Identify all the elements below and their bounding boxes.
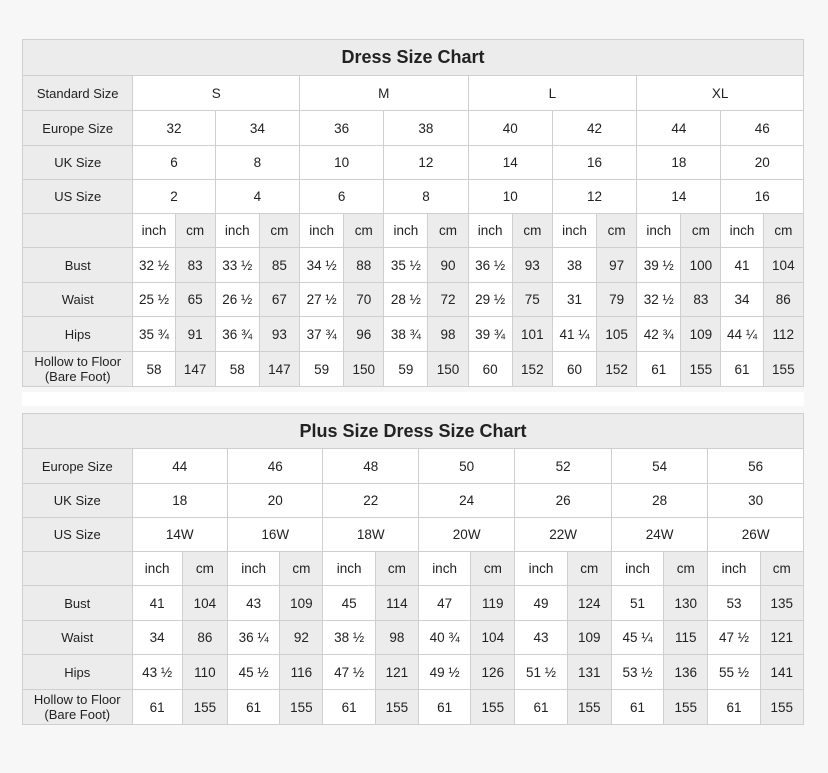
hips-inch-cell: 39 ¾ — [468, 317, 512, 352]
unit-inch: inch — [468, 214, 512, 248]
hollow-cm-cell: 155 — [760, 690, 803, 725]
unit-cm: cm — [763, 214, 803, 248]
waist-cm-cell: 98 — [375, 621, 418, 655]
bust-inch-cell: 39 ½ — [637, 248, 681, 283]
hips-inch-cell: 37 ¾ — [300, 317, 344, 352]
europe-size-cell: 46 — [228, 449, 323, 484]
waist-row — [23, 621, 804, 655]
us-size-cell: 20W — [418, 518, 514, 552]
hollow-cm-cell: 155 — [280, 690, 323, 725]
chart-title-row — [23, 40, 804, 76]
waist-inch-cell: 38 ½ — [323, 621, 375, 655]
unit-inch: inch — [418, 552, 470, 586]
bust-inch-cell: 33 ½ — [215, 248, 259, 283]
row-label — [23, 352, 133, 387]
standard-size-cell: M — [300, 76, 469, 111]
row-label: UK Size — [23, 146, 133, 180]
hips-cm-cell: 112 — [763, 317, 803, 352]
hips-cm-cell: 116 — [280, 655, 323, 690]
us-size-cell: 16W — [228, 518, 323, 552]
waist-inch-cell: 43 — [515, 621, 567, 655]
chart-title-row — [23, 414, 804, 449]
waist-cm-cell: 79 — [597, 283, 637, 317]
us-size-cell: 14 — [637, 180, 721, 214]
hollow-inch-cell: 59 — [300, 352, 344, 387]
europe-size-cell: 38 — [384, 111, 468, 146]
row-label-empty — [23, 552, 133, 586]
chart-divider — [22, 392, 804, 406]
us-size-cell: 12 — [552, 180, 636, 214]
waist-row — [23, 283, 804, 317]
waist-inch-cell: 29 ½ — [468, 283, 512, 317]
waist-cm-cell: 75 — [512, 283, 552, 317]
waist-cm-cell: 92 — [280, 621, 323, 655]
hollow-inch-cell: 61 — [132, 690, 182, 725]
bust-cm-cell: 100 — [681, 248, 721, 283]
waist-cm-cell: 121 — [760, 621, 803, 655]
uk-size-cell: 28 — [611, 484, 707, 518]
us-size-cell: 6 — [300, 180, 384, 214]
europe-size-cell: 56 — [708, 449, 804, 484]
unit-inch: inch — [552, 214, 596, 248]
waist-cm-cell: 83 — [681, 283, 721, 317]
hollow-label-line2: (Bare Foot) — [44, 707, 111, 722]
hips-cm-cell: 91 — [175, 317, 215, 352]
us-size-cell: 2 — [133, 180, 215, 214]
hollow-inch-cell: 60 — [468, 352, 512, 387]
bust-inch-cell: 35 ½ — [384, 248, 428, 283]
unit-cm: cm — [375, 552, 418, 586]
bust-cm-cell: 119 — [471, 586, 515, 621]
unit-inch: inch — [215, 214, 259, 248]
hips-cm-cell: 110 — [182, 655, 227, 690]
hollow-cm-cell: 150 — [344, 352, 384, 387]
bust-inch-cell: 53 — [708, 586, 760, 621]
hollow-to-floor-row — [23, 690, 804, 725]
us-size-cell: 14W — [132, 518, 227, 552]
hips-inch-cell: 36 ¾ — [215, 317, 259, 352]
hips-inch-cell: 55 ½ — [708, 655, 760, 690]
waist-inch-cell: 40 ¾ — [418, 621, 470, 655]
uk-size-cell: 16 — [552, 146, 636, 180]
uk-size-cell: 30 — [708, 484, 804, 518]
bust-inch-cell: 41 — [721, 248, 763, 283]
standard-size-cell: XL — [637, 76, 804, 111]
us-size-cell: 4 — [215, 180, 299, 214]
hips-cm-cell: 98 — [428, 317, 468, 352]
unit-inch: inch — [132, 552, 182, 586]
hollow-inch-cell: 61 — [228, 690, 280, 725]
uk-size-cell: 22 — [323, 484, 418, 518]
waist-inch-cell: 34 — [721, 283, 763, 317]
hollow-cm-cell: 147 — [259, 352, 299, 387]
hollow-inch-cell: 61 — [708, 690, 760, 725]
unit-inch: inch — [708, 552, 760, 586]
dress-size-chart — [22, 39, 804, 387]
row-label: US Size — [23, 180, 133, 214]
row-label: Waist — [23, 621, 133, 655]
bust-cm-cell: 135 — [760, 586, 803, 621]
unit-inch: inch — [515, 552, 567, 586]
hollow-inch-cell: 60 — [552, 352, 596, 387]
waist-cm-cell: 67 — [259, 283, 299, 317]
europe-size-row — [23, 449, 804, 484]
uk-size-cell: 26 — [515, 484, 611, 518]
hips-inch-cell: 41 ¼ — [552, 317, 596, 352]
hollow-to-floor-row — [23, 352, 804, 387]
europe-size-cell: 46 — [721, 111, 804, 146]
us-size-cell: 22W — [515, 518, 611, 552]
us-size-cell: 16 — [721, 180, 804, 214]
row-label: UK Size — [23, 484, 133, 518]
us-size-row — [23, 180, 804, 214]
waist-cm-cell: 109 — [567, 621, 611, 655]
europe-size-cell: 52 — [515, 449, 611, 484]
hips-cm-cell: 121 — [375, 655, 418, 690]
unit-inch: inch — [384, 214, 428, 248]
bust-inch-cell: 32 ½ — [133, 248, 175, 283]
uk-size-cell: 8 — [215, 146, 299, 180]
europe-size-cell: 40 — [468, 111, 552, 146]
hips-row — [23, 655, 804, 690]
uk-size-cell: 14 — [468, 146, 552, 180]
hollow-label-line1: Hollow to Floor — [34, 354, 122, 369]
bust-cm-cell: 104 — [182, 586, 227, 621]
row-label: Hips — [23, 317, 133, 352]
bust-inch-cell: 36 ½ — [468, 248, 512, 283]
uk-size-cell: 10 — [300, 146, 384, 180]
hips-cm-cell: 96 — [344, 317, 384, 352]
row-label: Waist — [23, 283, 133, 317]
unit-cm: cm — [182, 552, 227, 586]
hollow-inch-cell: 61 — [418, 690, 470, 725]
hollow-cm-cell: 155 — [567, 690, 611, 725]
europe-size-cell: 32 — [133, 111, 215, 146]
us-size-cell: 24W — [611, 518, 707, 552]
hips-inch-cell: 47 ½ — [323, 655, 375, 690]
waist-inch-cell: 27 ½ — [300, 283, 344, 317]
hollow-label-line1: Hollow to Floor — [33, 692, 121, 707]
europe-size-cell: 36 — [300, 111, 384, 146]
chart-title: Plus Size Dress Size Chart — [23, 414, 804, 449]
waist-inch-cell: 25 ½ — [133, 283, 175, 317]
hollow-cm-cell: 155 — [664, 690, 708, 725]
hollow-cm-cell: 155 — [681, 352, 721, 387]
waist-cm-cell: 86 — [182, 621, 227, 655]
unit-inch: inch — [611, 552, 663, 586]
hips-row — [23, 317, 804, 352]
waist-inch-cell: 28 ½ — [384, 283, 428, 317]
europe-size-cell: 48 — [323, 449, 418, 484]
row-label: Europe Size — [23, 449, 133, 484]
waist-inch-cell: 26 ½ — [215, 283, 259, 317]
row-label: Bust — [23, 586, 133, 621]
hollow-inch-cell: 61 — [611, 690, 663, 725]
europe-size-cell: 44 — [132, 449, 227, 484]
europe-size-cell: 44 — [637, 111, 721, 146]
waist-inch-cell: 36 ¼ — [228, 621, 280, 655]
unit-cm: cm — [175, 214, 215, 248]
standard-size-cell: L — [468, 76, 637, 111]
waist-inch-cell: 34 — [132, 621, 182, 655]
unit-inch: inch — [721, 214, 763, 248]
bust-cm-cell: 85 — [259, 248, 299, 283]
hollow-inch-cell: 61 — [515, 690, 567, 725]
uk-size-cell: 18 — [637, 146, 721, 180]
bust-cm-cell: 114 — [375, 586, 418, 621]
bust-row — [23, 586, 804, 621]
hips-inch-cell: 45 ½ — [228, 655, 280, 690]
waist-cm-cell: 65 — [175, 283, 215, 317]
unit-cm: cm — [664, 552, 708, 586]
uk-size-cell: 20 — [721, 146, 804, 180]
europe-size-cell: 50 — [418, 449, 514, 484]
unit-cm: cm — [512, 214, 552, 248]
uk-size-cell: 12 — [384, 146, 468, 180]
row-label-empty — [23, 214, 133, 248]
europe-size-cell: 34 — [215, 111, 299, 146]
bust-inch-cell: 47 — [418, 586, 470, 621]
unit-inch: inch — [228, 552, 280, 586]
us-size-cell: 10 — [468, 180, 552, 214]
hips-inch-cell: 35 ¾ — [133, 317, 175, 352]
europe-size-cell: 42 — [552, 111, 636, 146]
hips-inch-cell: 44 ¼ — [721, 317, 763, 352]
hollow-cm-cell: 155 — [375, 690, 418, 725]
hollow-inch-cell: 61 — [323, 690, 375, 725]
hips-cm-cell: 105 — [597, 317, 637, 352]
hollow-inch-cell: 58 — [133, 352, 175, 387]
row-label — [23, 690, 133, 725]
unit-cm: cm — [567, 552, 611, 586]
hips-cm-cell: 136 — [664, 655, 708, 690]
hips-inch-cell: 53 ½ — [611, 655, 663, 690]
bust-cm-cell: 90 — [428, 248, 468, 283]
row-label: US Size — [23, 518, 133, 552]
bust-inch-cell: 43 — [228, 586, 280, 621]
bust-inch-cell: 51 — [611, 586, 663, 621]
hollow-inch-cell: 59 — [384, 352, 428, 387]
hips-inch-cell: 49 ½ — [418, 655, 470, 690]
hips-cm-cell: 131 — [567, 655, 611, 690]
unit-cm: cm — [681, 214, 721, 248]
unit-cm: cm — [471, 552, 515, 586]
hollow-inch-cell: 61 — [721, 352, 763, 387]
bust-inch-cell: 38 — [552, 248, 596, 283]
hips-cm-cell: 101 — [512, 317, 552, 352]
unit-inch: inch — [133, 214, 175, 248]
waist-inch-cell: 32 ½ — [637, 283, 681, 317]
uk-size-cell: 24 — [418, 484, 514, 518]
unit-cm: cm — [344, 214, 384, 248]
uk-size-cell: 18 — [132, 484, 227, 518]
bust-inch-cell: 45 — [323, 586, 375, 621]
waist-cm-cell: 86 — [763, 283, 803, 317]
bust-cm-cell: 88 — [344, 248, 384, 283]
hollow-cm-cell: 150 — [428, 352, 468, 387]
europe-size-cell: 54 — [611, 449, 707, 484]
row-label: Bust — [23, 248, 133, 283]
waist-cm-cell: 104 — [471, 621, 515, 655]
unit-inch: inch — [323, 552, 375, 586]
hollow-cm-cell: 152 — [512, 352, 552, 387]
standard-size-cell: S — [133, 76, 300, 111]
waist-cm-cell: 115 — [664, 621, 708, 655]
hips-inch-cell: 38 ¾ — [384, 317, 428, 352]
waist-cm-cell: 70 — [344, 283, 384, 317]
bust-cm-cell: 104 — [763, 248, 803, 283]
unit-cm: cm — [760, 552, 803, 586]
chart-title: Dress Size Chart — [23, 40, 804, 76]
unit-cm: cm — [428, 214, 468, 248]
unit-cm: cm — [597, 214, 637, 248]
unit-cm: cm — [259, 214, 299, 248]
waist-inch-cell: 31 — [552, 283, 596, 317]
hollow-cm-cell: 155 — [182, 690, 227, 725]
row-label: Europe Size — [23, 111, 133, 146]
hips-cm-cell: 109 — [681, 317, 721, 352]
bust-inch-cell: 34 ½ — [300, 248, 344, 283]
hips-cm-cell: 126 — [471, 655, 515, 690]
bust-inch-cell: 49 — [515, 586, 567, 621]
bust-inch-cell: 41 — [132, 586, 182, 621]
bust-cm-cell: 97 — [597, 248, 637, 283]
row-label: Hips — [23, 655, 133, 690]
europe-size-row — [23, 111, 804, 146]
waist-cm-cell: 72 — [428, 283, 468, 317]
hollow-cm-cell: 155 — [471, 690, 515, 725]
unit-inch: inch — [637, 214, 681, 248]
bust-cm-cell: 93 — [512, 248, 552, 283]
plus-size-dress-size-chart — [22, 413, 804, 725]
hollow-cm-cell: 155 — [763, 352, 803, 387]
hips-inch-cell: 42 ¾ — [637, 317, 681, 352]
us-size-cell: 18W — [323, 518, 418, 552]
bust-row — [23, 248, 804, 283]
standard-size-row — [23, 76, 804, 111]
row-label: Standard Size — [23, 76, 133, 111]
waist-inch-cell: 45 ¼ — [611, 621, 663, 655]
uk-size-row — [23, 484, 804, 518]
waist-inch-cell: 47 ½ — [708, 621, 760, 655]
uk-size-row — [23, 146, 804, 180]
units-row — [23, 214, 804, 248]
hollow-inch-cell: 61 — [637, 352, 681, 387]
units-row — [23, 552, 804, 586]
bust-cm-cell: 109 — [280, 586, 323, 621]
hollow-cm-cell: 152 — [597, 352, 637, 387]
hollow-inch-cell: 58 — [215, 352, 259, 387]
hips-cm-cell: 141 — [760, 655, 803, 690]
us-size-cell: 8 — [384, 180, 468, 214]
bust-cm-cell: 83 — [175, 248, 215, 283]
uk-size-cell: 20 — [228, 484, 323, 518]
hips-inch-cell: 51 ½ — [515, 655, 567, 690]
bust-cm-cell: 130 — [664, 586, 708, 621]
uk-size-cell: 6 — [133, 146, 215, 180]
unit-inch: inch — [300, 214, 344, 248]
hollow-label-line2: (Bare Foot) — [44, 369, 111, 384]
hips-cm-cell: 93 — [259, 317, 299, 352]
bust-cm-cell: 124 — [567, 586, 611, 621]
us-size-row — [23, 518, 804, 552]
us-size-cell: 26W — [708, 518, 804, 552]
unit-cm: cm — [280, 552, 323, 586]
hips-inch-cell: 43 ½ — [132, 655, 182, 690]
hollow-cm-cell: 147 — [175, 352, 215, 387]
